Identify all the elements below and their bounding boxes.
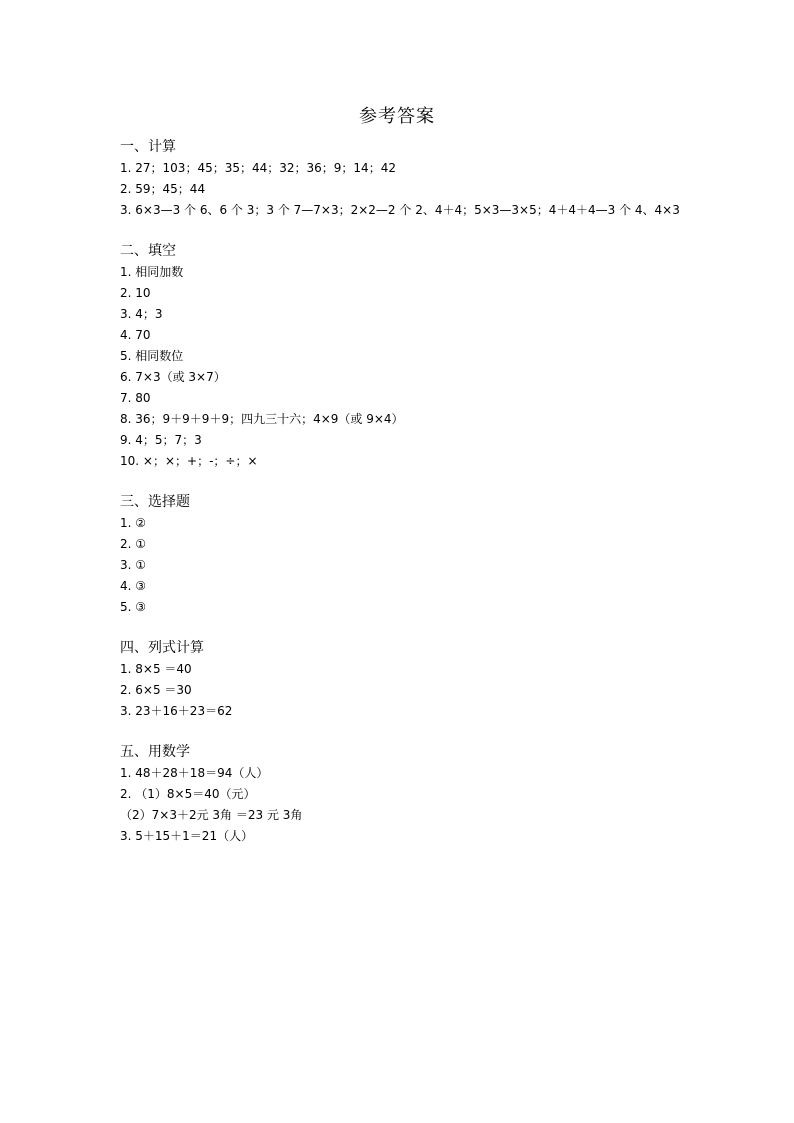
section-multiple-choice xyxy=(120,492,740,618)
answer-content xyxy=(120,137,740,867)
answer-line: 1. 27；103；45；35；44；32；36；9；14；42 xyxy=(120,161,396,175)
answer-line: 2. 10 xyxy=(120,286,151,300)
answer-line: 9. 4；5；7；3 xyxy=(120,433,202,447)
section-fill-in-blanks xyxy=(120,241,740,472)
answer-line: 2. ① xyxy=(120,537,147,551)
section-heading: 四、列式计算 xyxy=(120,640,204,656)
answer-line: 3. 5＋15＋1＝21（人） xyxy=(120,829,254,843)
answer-line: 3. 23＋16＋23＝62 xyxy=(120,704,233,718)
answer-line: 2. 6×5 ＝30 xyxy=(120,683,192,697)
section-heading: 三、选择题 xyxy=(120,494,190,510)
answer-line: 5. ③ xyxy=(120,600,147,614)
section-heading: 二、填空 xyxy=(120,243,176,259)
section-heading: 一、计算 xyxy=(120,139,176,155)
answer-line: 1. ② xyxy=(120,516,147,530)
answer-line: 1. 8×5 ＝40 xyxy=(120,662,192,676)
section-calculation xyxy=(120,137,740,221)
answer-line: 3. 4；3 xyxy=(120,307,163,321)
section-heading: 五、用数学 xyxy=(120,744,190,760)
page-title: 参考答案 xyxy=(359,106,435,127)
answer-line: 2. 59；45；44 xyxy=(120,182,206,196)
section-applied-math xyxy=(120,742,740,847)
answer-line: 1. 相同加数 xyxy=(120,265,184,279)
answer-line: 3. ① xyxy=(120,558,147,572)
answer-line: 2. （1）8×5＝40（元） xyxy=(120,787,256,801)
answer-line: 6. 7×3（或 3×7） xyxy=(120,370,226,384)
answer-line: 7. 80 xyxy=(120,391,151,405)
answer-line: 4. 70 xyxy=(120,328,151,342)
answer-line: 10. ×；×；+；-；÷；× xyxy=(120,454,258,468)
answer-line: 3. 6×3—3 个 6、6 个 3；3 个 7—7×3；2×2—2 个 2、4＋4；5×3—3×5；4＋4＋4—3 个 4、4×3 xyxy=(120,203,680,217)
answer-line: 4. ③ xyxy=(120,579,147,593)
section-equation-calculation xyxy=(120,638,740,722)
answer-line: （2）7×3＋2元 3角 ＝23 元 3角 xyxy=(120,808,303,822)
answer-line: 8. 36；9＋9＋9＋9；四九三十六；4×9（或 9×4） xyxy=(120,412,404,426)
answer-line: 1. 48＋28＋18＝94（人） xyxy=(120,766,269,780)
answer-line: 5. 相同数位 xyxy=(120,349,184,363)
